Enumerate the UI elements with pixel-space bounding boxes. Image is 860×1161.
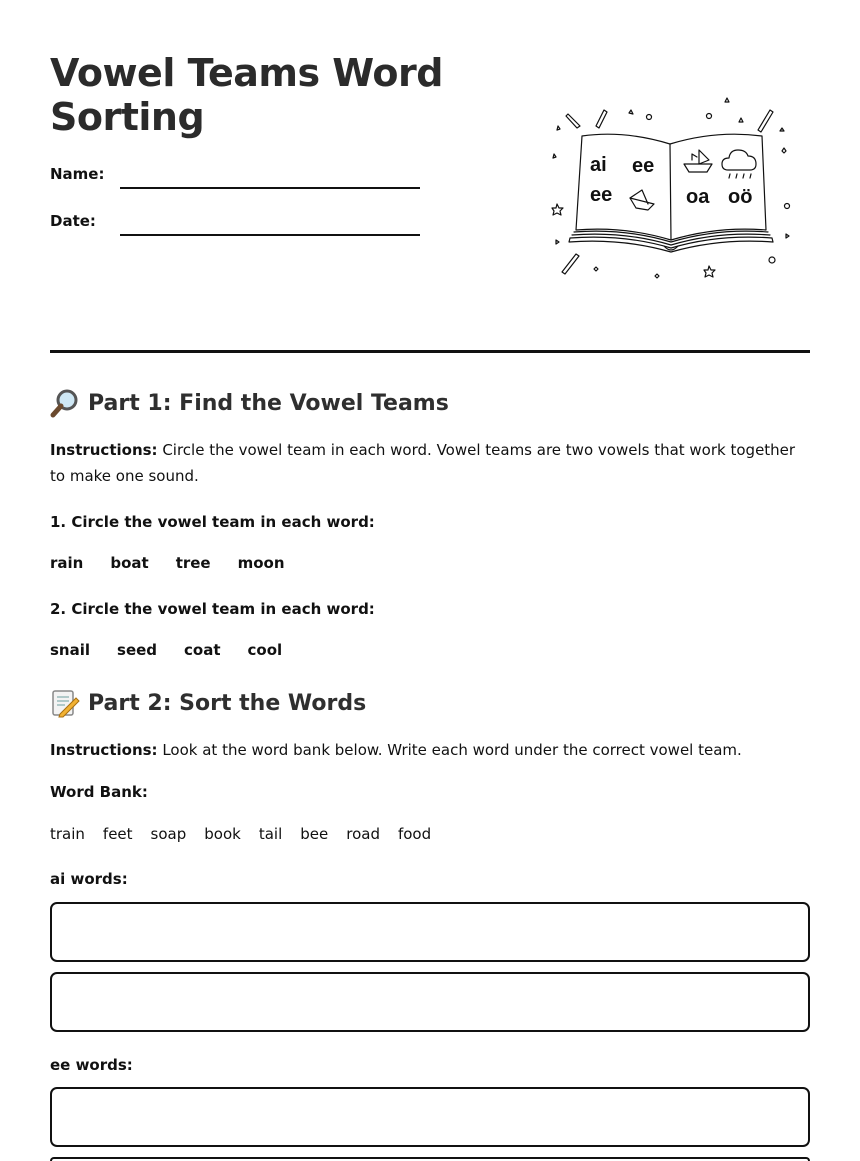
q2-word[interactable]: coat: [184, 641, 221, 659]
worksheet-title: Vowel Teams Word Sorting: [50, 51, 443, 139]
ee-answer-box[interactable]: [50, 1157, 810, 1161]
name-line[interactable]: [120, 187, 420, 189]
open-book-illustration: [544, 94, 798, 284]
q1-word[interactable]: tree: [175, 554, 211, 572]
part1-heading: [50, 388, 449, 418]
book-text-oo: oö: [728, 186, 753, 208]
part1-heading-text: Part 1: Find the Vowel Teams: [88, 390, 449, 416]
word-bank-item: bee: [300, 825, 329, 843]
word-bank-item: tail: [258, 825, 283, 843]
ai-answer-box[interactable]: [50, 902, 810, 962]
q2-word[interactable]: cool: [247, 641, 283, 659]
q1-word[interactable]: boat: [110, 554, 149, 572]
book-text-ai: ai: [590, 154, 607, 176]
part1-instructions: [50, 437, 810, 489]
word-bank-item: book: [204, 825, 241, 843]
q1-label: 1. Circle the vowel team in each word:: [50, 513, 375, 531]
part1-instructions-text: Circle the vowel team in each word. Vowel teams are two vowels that work together to make one sound.: [50, 441, 796, 485]
memo-pencil-icon: [50, 688, 80, 718]
date-line[interactable]: [120, 234, 420, 236]
word-bank-list: [50, 825, 449, 843]
q2-word-list: [50, 641, 309, 659]
q2-word[interactable]: seed: [117, 641, 158, 659]
word-bank-item: soap: [150, 825, 187, 843]
part2-heading-text: Part 2: Sort the Words: [88, 690, 367, 716]
ee-answer-box[interactable]: [50, 1087, 810, 1147]
ai-words-label: ai words:: [50, 870, 128, 888]
q1-word[interactable]: moon: [237, 554, 285, 572]
sailboat-icon: [684, 150, 712, 172]
magnifying-glass-icon: [50, 388, 80, 418]
q2-label: 2. Circle the vowel team in each word:: [50, 600, 375, 618]
name-label: Name:: [50, 165, 105, 183]
ee-words-label: ee words:: [50, 1056, 133, 1074]
word-bank-item: road: [346, 825, 380, 843]
part1-instructions-label: Instructions:: [50, 441, 158, 459]
rain-cloud-icon: [722, 150, 756, 178]
header-divider: [50, 350, 810, 353]
part2-instructions: [50, 737, 810, 763]
part2-heading: [50, 688, 366, 718]
book-text-oa: oa: [686, 186, 710, 208]
date-label: Date:: [50, 212, 96, 230]
paper-boat-icon: [630, 190, 654, 210]
part2-instructions-text: Look at the word bank below. Write each word under the correct vowel team.: [157, 741, 742, 759]
word-bank-item: train: [50, 825, 85, 843]
ai-answer-box[interactable]: [50, 972, 810, 1032]
word-bank-label: Word Bank:: [50, 783, 148, 801]
q1-word-list: [50, 554, 312, 572]
book-text-ee: ee: [590, 184, 613, 206]
word-bank-item: food: [397, 825, 432, 843]
word-bank-item: feet: [102, 825, 133, 843]
q2-word[interactable]: snail: [50, 641, 91, 659]
q1-word[interactable]: rain: [50, 554, 84, 572]
book-text-ee-top: ee: [632, 155, 655, 177]
part2-instructions-label: Instructions:: [50, 741, 158, 759]
